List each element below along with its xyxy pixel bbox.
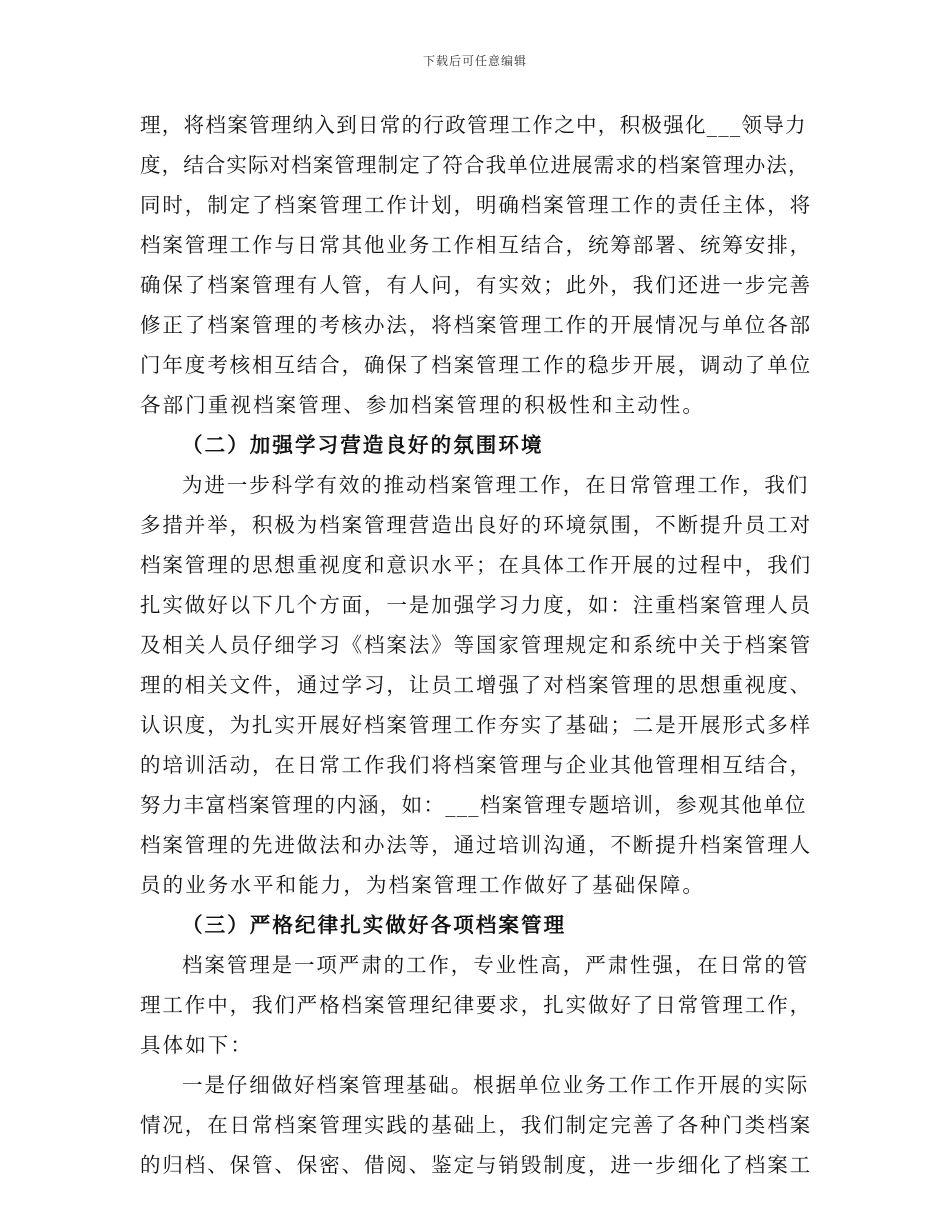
text-line: 档案管理是一项严肃的工作，专业性高，严肃性强，在日常的管	[182, 953, 810, 977]
text-line: 为进一步科学有效的推动档案管理工作，在日常管理工作，我们	[182, 473, 810, 497]
text-line: 的培训活动，在日常工作我们将档案管理与企业其他管理相互结合，	[140, 753, 812, 777]
text-line: 修正了档案管理的考核办法，将档案管理工作的开展情况与单位各部	[140, 313, 812, 337]
text-line: 员的业务水平和能力，为档案管理工作做好了基础保障。	[140, 873, 705, 897]
text-line: 一是仔细做好档案管理基础。根据单位业务工作工作开展的实际	[182, 1073, 810, 1097]
text-line: 扎实做好以下几个方面，一是加强学习力度，如：注重档案管理人员	[140, 593, 812, 617]
text-line: 具体如下：	[140, 1033, 253, 1057]
text-line: 多措并举，积极为档案管理营造出良好的环境氛围，不断提升员工对	[140, 513, 812, 537]
text-line: 档案管理工作与日常其他业务工作相互结合，统筹部署、统筹安排，	[140, 233, 812, 257]
text-line: 确保了档案管理有人管，有人问，有实效；此外，我们还进一步完善	[140, 273, 812, 297]
text-line: 档案管理的先进做法和办法等，通过培训沟通，不断提升档案管理人	[140, 833, 812, 857]
text-line: 理的相关文件，通过学习，让员工增强了对档案管理的思想重视度、	[140, 673, 812, 697]
section-heading: （二）加强学习营造良好的氛围环境	[182, 433, 544, 457]
text-line: 努力丰富档案管理的内涵，如：___档案管理专题培训，参观其他单位	[140, 793, 807, 817]
text-line: 及相关人员仔细学习《档案法》等国家管理规定和系统中关于档案管	[140, 633, 812, 657]
text-line: 理工作中，我们严格档案管理纪律要求，扎实做好了日常管理工作，	[140, 993, 812, 1017]
text-line: 同时，制定了档案管理工作计划，明确档案管理工作的责任主体，将	[140, 193, 812, 217]
text-line: 理，将档案管理纳入到日常的行政管理工作之中，积极强化___领导力	[140, 113, 807, 137]
text-line: 的归档、保管、保密、借阅、鉴定与销毁制度，进一步细化了档案工	[140, 1153, 812, 1177]
section-heading: （三）严格纪律扎实做好各项档案管理	[182, 913, 567, 937]
text-line: 认识度，为扎实开展好档案管理工作夯实了基础；二是开展形式多样	[140, 713, 812, 737]
text-line: 各部门重视档案管理、参加档案管理的积极性和主动性。	[140, 393, 705, 417]
text-line: 情况，在日常档案管理实践的基础上，我们制定完善了各种门类档案	[140, 1113, 812, 1137]
text-line: 门年度考核相互结合，确保了档案管理工作的稳步开展，调动了单位	[140, 353, 812, 377]
text-line: 档案管理的思想重视度和意识水平；在具体工作开展的过程中，我们	[140, 553, 812, 577]
text-line: 度，结合实际对档案管理制定了符合我单位进展需求的档案管理办法，	[140, 153, 810, 177]
page-header: 下载后可任意编辑	[422, 54, 527, 68]
document-body	[140, 105, 812, 1185]
